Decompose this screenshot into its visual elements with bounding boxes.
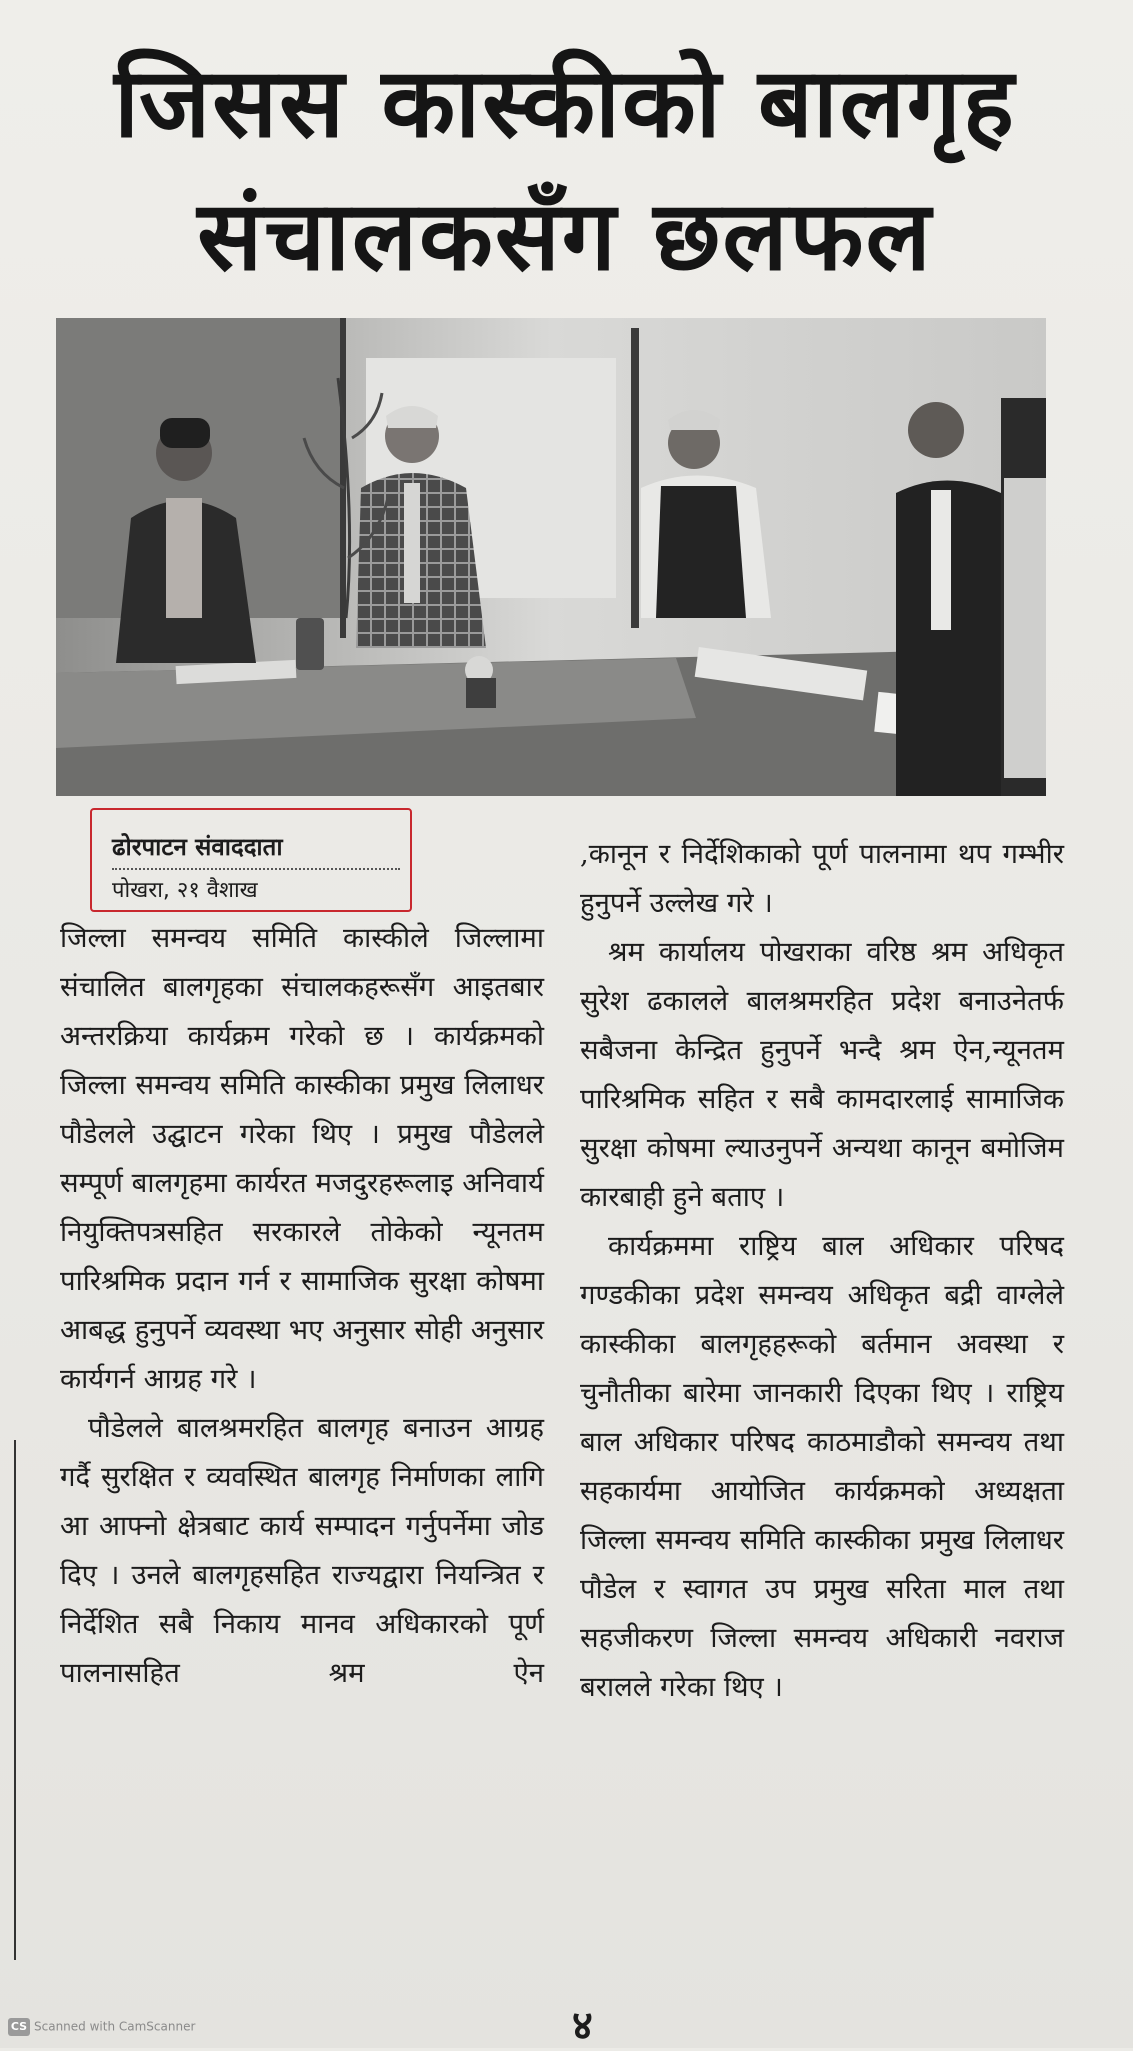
scanner-text: Scanned with CamScanner (34, 2019, 196, 2034)
event-photo-image (56, 318, 1046, 796)
left-paragraph: पौडेलले बालश्रमरहित बालगृह बनाउन आग्रह गर्दै सुरक्षित र व्यवस्थित बालगृह निर्माणका लागि आ आफ्नो क्षेत्रबाट कार्य सम्पादन गर्नुपर्नेमा जोड दिए । उनले बालगृहसहित राज्यद्वारा नियन्त्रित र निर्देशित सबै निकाय मानव अधिकारको पूर्ण पालनासहित श्रम ऐन (60, 1412, 544, 1689)
page-edge-line (0, 1440, 16, 1960)
event-photo (56, 318, 1046, 796)
headline-line-2: संचालकसँग छलफल (197, 180, 933, 292)
right-paragraph: कार्यक्रममा राष्ट्रिय बाल अधिकार परिषद गण्डकीका प्रदेश समन्वय अधिकृत बद्री वाग्लेले कास्कीका बालगृहहरूको बर्तमान अवस्था र चुनौतीका बारेमा जानकारी दिएका थिए । राष्ट्रिय बाल अधिकार परिषद काठमाडौको समन्वय तथा सहकार्यमा आयोजित कार्यक्रमको अध्यक्षता जिल्ला समन्वय समिति कास्कीका प्रमुख लिलाधर पौडेल र स्वागत उप प्रमुख सरिता माल तथा सहजीकरण जिल्ला समन्वय अधिकारी नवराज बरालले गरेका थिए । (580, 1230, 1064, 1703)
byline-name: ढोरपाटन संवाददाता (112, 833, 283, 861)
right-paragraph: श्रम कार्यालय पोखराका वरिष्ठ श्रम अधिकृत सुरेश ढकालले बालश्रमरहित प्रदेश बनाउनेतर्फ सबैजना केन्द्रित हुनुपर्ने भन्दै श्रम ऐन,न्यूनतम पारिश्रमिक सहित र सबै कामदारलाई सामाजिक सुरक्षा कोषमा ल्याउनुपर्ने अन्यथा कानून बमोजिम कारबाही हुने बताए । (580, 936, 1064, 1213)
page-number: ४ (572, 2003, 593, 2049)
byline-divider (112, 868, 400, 870)
scanner-watermark (8, 2018, 195, 2036)
left-paragraph: जिल्ला समन्वय समिति कास्कीले जिल्लामा संचालित बालगृहका संचालकहरूसँग आइतबार अन्तरक्रिया कार्यक्रम गरेको छ । कार्यक्रमको जिल्ला समन्वय समिति कास्कीका प्रमुख लिलाधर पौडेलले उद्घाटन गरेका थिए । प्रमुख पौडेलले सम्पूर्ण बालगृहमा कार्यरत मजदुरहरूलाइ अनिवार्य नियुक्तिपत्रसहित सरकारले तोकेको न्यूनतम पारिश्रमिक प्रदान गर्न र सामाजिक सुरक्षा कोषमा आबद्ध हुनुपर्ने व्यवस्था भए अनुसार सोही अनुसार कार्यगर्न आग्रह गरे । (60, 922, 544, 1395)
camscanner-logo: CS (8, 2018, 30, 2036)
right-paragraph: ,कानून र निर्देशिकाको पूर्ण पालनामा थप गम्भीर हुनुपर्ने उल्लेख गरे । (580, 838, 1064, 919)
byline-place-date: पोखरा, २१ वैशाख (112, 878, 258, 903)
right-column (580, 830, 1064, 1712)
left-column (60, 914, 544, 1698)
headline-line-1: जिसस कास्कीको बालगृह (114, 47, 1016, 159)
byline-box (90, 808, 412, 912)
